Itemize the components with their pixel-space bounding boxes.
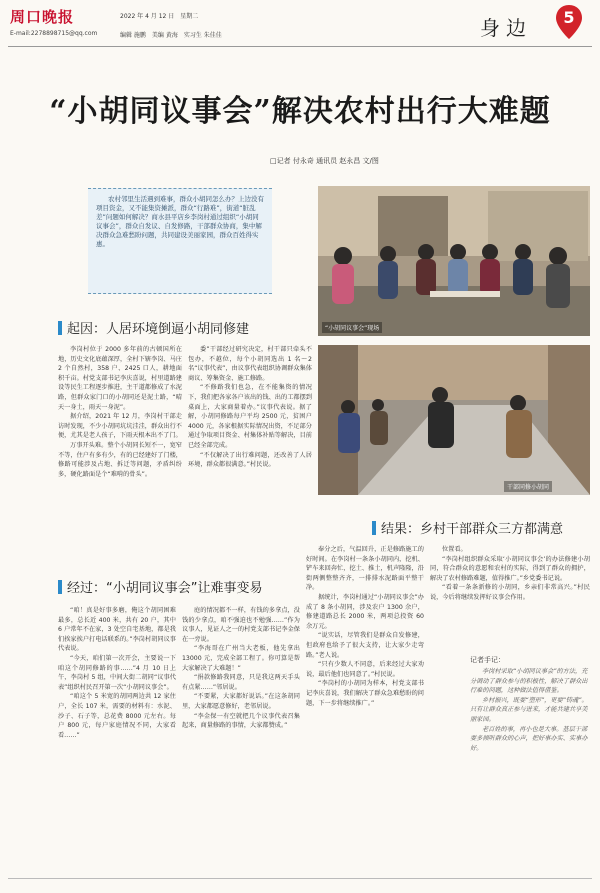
section2-column-a bbox=[58, 606, 176, 868]
paragraph: “李海哥在广州当大老板，他先拿出 13000 元，完成全部工程了。你可算是帮大家解决了大难题！” bbox=[182, 645, 300, 672]
issue-date: 2022 年 4 月 12 日 星期二 bbox=[120, 13, 199, 20]
heading-marker bbox=[372, 521, 376, 535]
paragraph: 据统计，李岗村通过“小胡同议事会”办成了 8 条小胡同，涉及农户 1300 余户，修建道路总长 2000 米，两项总投资 60 余万元。 bbox=[306, 593, 424, 630]
note-paragraph: 老百姓的事，再小也是大事。基层干部要多倾听群众的心声，把好事办实、实事办好。 bbox=[470, 725, 588, 752]
note-paragraph: 李岗村采取“小胡同议事会”的方法，充分调动了群众参与的积极性，解决了群众出行难的问题，这种做法值得借鉴。 bbox=[470, 668, 588, 695]
paragraph: 庭的情况都不一样，有钱的多拿点，没钱的少拿点，咱不强迫也不勉强……”作为议事人，见证人之一的村党支部书记李金保在一旁说。 bbox=[182, 607, 300, 643]
section1-column-b bbox=[188, 345, 312, 550]
section1-title: 起因：人居环境倒逼小胡同修建 bbox=[67, 322, 250, 337]
paragraph: “捐款修路我同意，只是我这两天手头有点紧……”邻居说。 bbox=[182, 674, 300, 691]
paragraph: “咱！真是好事多磨，俺这个胡同困难最多，总长近 400 米，共有 20 户，其中 6 户常年不在家，3 处空自宅基地，都是我们挨家挨户打电话联系的。”李岗村胡同议事代表说。 bbox=[58, 607, 176, 653]
section1-heading bbox=[58, 318, 249, 337]
paragraph: “李金保一有空就把几个议事代表召集起来，商量修路的事情，大家都赞成。” bbox=[182, 712, 300, 730]
heading-marker bbox=[58, 321, 62, 335]
article-byline: □记者 付永奇 通讯员 赵永昌 文/图 bbox=[270, 157, 379, 165]
paragraph: 李岗村位于 2000 多年前的古顿国所在地，历史文化底蕴深厚，全村下辖李岗、马庄 2 个自然村，358 户、2425 口人，耕地面积千亩。村党支部书记李庆喜说，村里道路建设等民生工程逐步推进，主干道都修成了水泥路，但群众家门口的小胡同还是泥土路，“晴天一身土，雨天一身泥”。 bbox=[58, 346, 182, 411]
page-number-badge bbox=[554, 4, 584, 40]
newspaper-logo: 周口晚报 bbox=[10, 8, 75, 26]
paragraph: “说实话，尽管我们是群众自发修建，但政府也给予了很大支持，让大家少走弯路。”老人说。 bbox=[306, 632, 424, 659]
photo-road-building bbox=[318, 345, 590, 495]
photo1-caption: “小胡同议事会”现场 bbox=[322, 322, 382, 333]
section-name: 身边 bbox=[480, 16, 532, 40]
paragraph: “不仅解决了出行难问题，还改善了人居环境，群众都很满意。”村民说。 bbox=[188, 451, 312, 469]
paragraph: 委”干部经过研究决定，村干部只牵头不包办，不越位，每个小胡同选出 1 名～2 名“议事代表”，由议事代表组织协调群众集体商议、筹集资金、施工修路。 bbox=[188, 346, 312, 382]
paragraph: “不要紧，大家都好说话。”在这条胡同里，大家都愿意修好，老邻居说。 bbox=[182, 693, 300, 710]
lead-box bbox=[88, 188, 272, 294]
photo2-caption: 干部同修小胡同 bbox=[504, 481, 552, 492]
paragraph: “不修路我们也急，在不能集资的情况下，我们把各家各户该出的钱、出的工都摆到桌面上，大家商量着办。”议事代表说。据了解，小胡同修路每户平均 2500 元，贫困户 4000 元，各家根据实际情况出资，不足部分通过争取项目资金、村集体补贴等解决，目前已经全部完成。 bbox=[188, 384, 312, 449]
paragraph: 万事开头难。整个小胡同长短不一，宽窄不等，住户有多有少，有的已经建好了门楼，修路可能涉及占地、拆迁等问题，矛盾纠纷多，硬化路面是个“难啃的骨头”。 bbox=[58, 441, 182, 478]
paragraph: “今天，咱们第一次开会，主要说一下咱这个胡同修路的事……”4 月 10 日上午，李岗村 5 组，中间大街二胡同“议事代表”组织村民召开第一次“小胡同议事会”。 bbox=[58, 654, 176, 691]
note-paragraph: 乡村振兴，既要“塑形”，更要“铸魂”。只有让群众真正参与进来，才能共建共享美丽家园。 bbox=[470, 696, 588, 723]
paragraph: 奉分之后，气温回升，正是修路施工的好时间。在李岗村一条条小胡同内，挖机、铲车来回奔忙，挖土、推土，机声隆隆，沿街两侧整整齐齐，一排排水泥路面平整干净。 bbox=[306, 546, 424, 592]
section2-column-b bbox=[182, 606, 300, 868]
paragraph: 位置看。 bbox=[442, 546, 467, 553]
paragraph: “李岗村的小胡同为样本，村党支部书记李庆喜说，我们解决了群众急难愁盼的问题，下一步将继续推广。” bbox=[306, 680, 424, 707]
section2-heading bbox=[58, 577, 262, 596]
paragraph: “咱这个 5 米宽的胡同两边共 12 家住户，全长 107 米，需要的材料有：水泥、沙子、石子等，总花费 8000 元左右。每户 800 元，每户家庭情况不同，大家看看……” bbox=[58, 693, 176, 739]
masthead-divider bbox=[8, 46, 592, 47]
footer-divider bbox=[8, 878, 592, 879]
paragraph: “只有少数人不同意，后来经过大家劝说，最后他们也同意了。”村民说。 bbox=[306, 661, 424, 678]
paragraph: “看着一条条新修的小胡同，乡亲们非常高兴。”村民说，今后将继续发挥好议事会作用。 bbox=[430, 584, 590, 601]
editor-credits: 编辑 施鹏 美编 黄海 实习生 朱佳佳 bbox=[120, 32, 222, 39]
section1-column-a bbox=[58, 345, 182, 550]
reporter-note bbox=[470, 655, 590, 860]
section3-column-b bbox=[430, 545, 590, 650]
lead-text: 农村邻里生活遇到难事，群众小胡同怎么办？上边没有项目资金，又不能集资摊派，群众“行路难”，街道“脏乱差”问题如何解决？商水县平店乡李岗村通过组织“小胡同议事会”，群众自发议、自发修路，干部群众协商，集中解决群众急难愁盼问题，共同建设美丽家园，群众百姓得实惠。 bbox=[96, 195, 264, 248]
paragraph: 据介绍，2021 年 12 月，李岗村干部走访时发现，不少小胡同坑坑洼洼，群众出行不便，尤其是老人孩子，下雨天根本出不了门。 bbox=[58, 413, 182, 440]
article-headline: “小胡同议事会”解决农村出行大难题 bbox=[49, 94, 551, 129]
section3-title: 结果：乡村干部群众三方都满意 bbox=[381, 522, 564, 537]
section3-heading bbox=[372, 518, 563, 537]
heading-marker bbox=[58, 580, 62, 594]
section3-column-a bbox=[306, 545, 424, 868]
page-number: 5 bbox=[563, 8, 575, 27]
note-title: 记者手记： bbox=[470, 656, 505, 664]
paragraph: “李岗村组织群众采取‘小胡同议事会’的办法修建小胡同，符合群众的意愿和农村的实际，得到了群众的拥护，解决了农村修路难题，值得推广。”乡党委书记说。 bbox=[430, 555, 590, 582]
photo-meeting bbox=[318, 186, 590, 336]
contact-email: E-mail:2278898715@qq.com bbox=[10, 30, 98, 37]
section2-title: 经过：“小胡同议事会”让难事变易 bbox=[67, 581, 263, 596]
